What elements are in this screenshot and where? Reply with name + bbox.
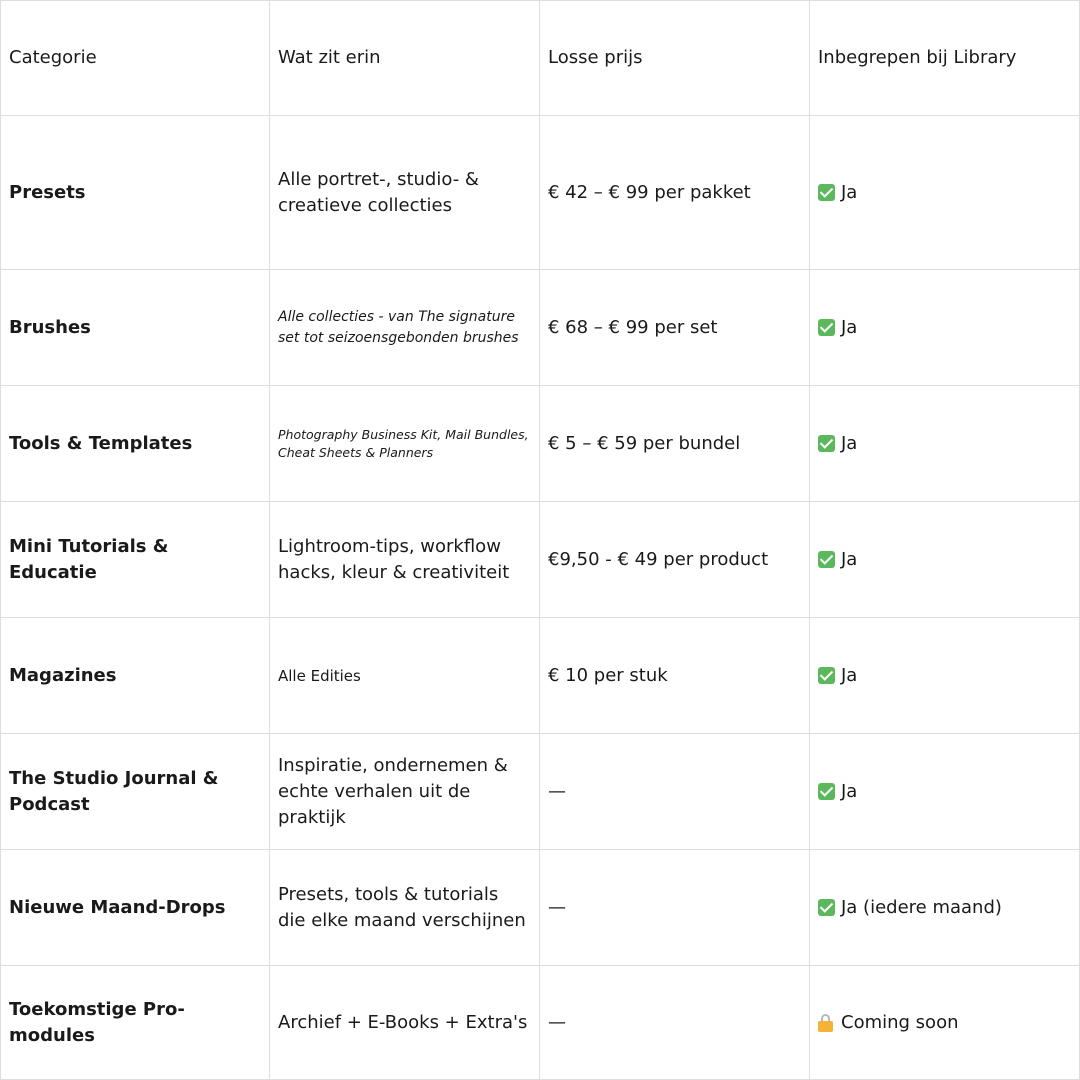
contents-presets: Alle portret-, studio- & creatieve collecties	[270, 116, 540, 270]
check-icon	[818, 319, 835, 336]
category-tools-templates: Tools & Templates	[0, 386, 270, 502]
contents-tools-templates: Photography Business Kit, Mail Bundles, Cheat Sheets & Planners	[270, 386, 540, 502]
included-label: Ja	[841, 432, 858, 454]
included-mini-tutorials	[810, 502, 1080, 618]
header-contents: Wat zit erin	[270, 0, 540, 116]
price-tools-templates: € 5 – € 59 per bundel	[540, 386, 810, 502]
contents-maand-drops: Presets, tools & tutorials die elke maand verschijnen	[270, 850, 540, 966]
header-price: Losse prijs	[540, 0, 810, 116]
price-presets: € 42 – € 99 per pakket	[540, 116, 810, 270]
included-label: Ja	[841, 780, 858, 802]
contents-studio-journal: Inspiratie, ondernemen & echte verhalen uit de praktijk	[270, 734, 540, 850]
included-studio-journal	[810, 734, 1080, 850]
included-pro-modules	[810, 966, 1080, 1080]
included-presets	[810, 116, 1080, 270]
price-pro-modules: —	[540, 966, 810, 1080]
included-label: Ja	[841, 316, 858, 338]
included-label: Ja	[841, 181, 858, 203]
check-icon	[818, 435, 835, 452]
price-mini-tutorials: €9,50 - € 49 per product	[540, 502, 810, 618]
contents-brushes: Alle collecties - van The signature set tot seizoensgebonden brushes	[270, 270, 540, 386]
category-maand-drops: Nieuwe Maand-Drops	[0, 850, 270, 966]
check-icon	[818, 899, 835, 916]
check-icon	[818, 667, 835, 684]
category-studio-journal: The Studio Journal & Podcast	[0, 734, 270, 850]
included-maand-drops	[810, 850, 1080, 966]
category-mini-tutorials: Mini Tutorials & Educatie	[0, 502, 270, 618]
included-magazines	[810, 618, 1080, 734]
contents-magazines: Alle Edities	[270, 618, 540, 734]
included-label: Coming soon	[841, 1011, 959, 1033]
included-label: Ja	[841, 664, 858, 686]
category-brushes: Brushes	[0, 270, 270, 386]
included-label: Ja (iedere maand)	[841, 896, 1002, 918]
price-studio-journal: —	[540, 734, 810, 850]
category-presets: Presets	[0, 116, 270, 270]
header-included: Inbegrepen bij Library	[810, 0, 1080, 116]
price-maand-drops: —	[540, 850, 810, 966]
price-magazines: € 10 per stuk	[540, 618, 810, 734]
category-magazines: Magazines	[0, 618, 270, 734]
contents-mini-tutorials: Lightroom-tips, workflow hacks, kleur & creativiteit	[270, 502, 540, 618]
category-pro-modules: Toekomstige Pro-modules	[0, 966, 270, 1080]
included-label: Ja	[841, 548, 858, 570]
included-brushes	[810, 270, 1080, 386]
check-icon	[818, 783, 835, 800]
price-brushes: € 68 – € 99 per set	[540, 270, 810, 386]
included-tools-templates	[810, 386, 1080, 502]
header-category: Categorie	[0, 0, 270, 116]
lock-icon	[818, 1014, 833, 1032]
check-icon	[818, 184, 835, 201]
contents-pro-modules: Archief + E-Books + Extra's	[270, 966, 540, 1080]
check-icon	[818, 551, 835, 568]
